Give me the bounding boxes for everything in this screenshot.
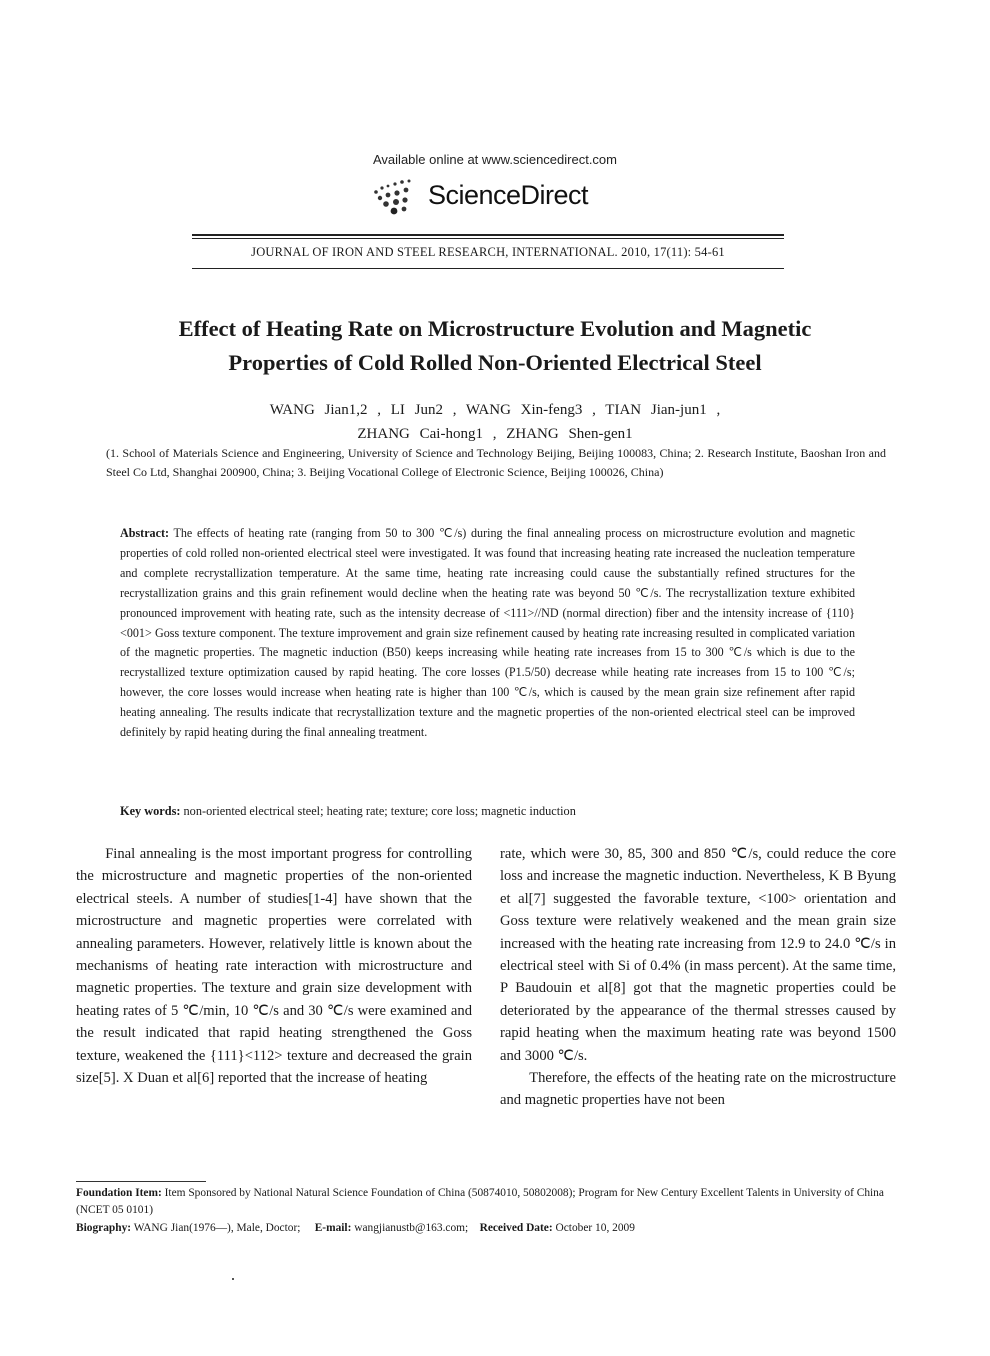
title-line-1: Effect of Heating Rate on Microstructure Evolution and Magnetic: [178, 316, 812, 341]
sciencedirect-wordmark: ScienceDirect: [428, 180, 589, 210]
header-rule-top-thin: [192, 238, 784, 239]
title-line-2: Properties of Cold Rolled Non-Oriented Electrical Steel: [228, 350, 762, 375]
body-paragraph: Final annealing is the most important progress for controlling the microstructure and magnetic properties of the non-oriented electrical steels. A number of studies[1-4] have shown that the microstructure and magnetic properties were correlated with annealing parameters. However, relatively little is known about the mechanisms of heating rate interaction with microstructure and magnetic properties. The texture and grain size development with heating rates of 5 ℃/min, 10 ℃/s and 30 ℃/s were examined and the result indicated that rapid heating strengthened the Goss texture, weakened the {111}<112> texture and decreased the grain size[5]. X Duan et al[6] reported that the increase of heating: [76, 846, 472, 1087]
header-rule-top: [192, 234, 784, 236]
sciencedirect-logo: [368, 176, 628, 220]
keywords-label: Key words:: [120, 804, 181, 818]
footnote-rule: [76, 1181, 206, 1182]
foundation-footnote: [76, 1185, 906, 1219]
body-column-right: [500, 843, 896, 1112]
foundation-label: Foundation Item:: [76, 1187, 162, 1199]
received-label: Received Date:: [479, 1222, 553, 1234]
authors-line-2: ZHANG Cai-hong1 , ZHANG Shen-gen1: [357, 426, 633, 442]
sciencedirect-dots-icon: [368, 178, 420, 218]
article-title: [80, 312, 910, 380]
author-list: [100, 398, 890, 446]
scan-speck: [232, 1278, 234, 1280]
body-paragraph: rate, which were 30, 85, 300 and 850 ℃/s, could reduce the core loss and increase the magnetic induction. Nevertheless, K B Byung et al[7] suggested the favorable texture, <100> orientation and Goss texture were relatively weakened and the mean grain size increased with the heating rate increasing from 12.9 to 24.0 ℃/s in electrical steel with Si of 0.4% (in mass percent). At the same time, P Baudouin et al[8] got that the magnetic properties could be deteriorated by the appearance of the thermal stresses caused by rapid heating when the maximum heating rate was beyond 1500 and 3000 ℃/s.: [500, 846, 896, 1064]
body-paragraph: Therefore, the effects of the heating rate on the microstructure and magnetic properties have not been: [500, 1070, 896, 1109]
biography-text: WANG Jian(1976—), Male, Doctor;: [133, 1222, 301, 1234]
authors-line-1: WANG Jian1,2 , LI Jun2 , WANG Xin-feng3 , TIAN Jian-jun1 ,: [269, 402, 721, 418]
biography-label: Biography:: [76, 1222, 132, 1234]
email-label: E-mail:: [314, 1222, 352, 1234]
journal-citation: JOURNAL OF IRON AND STEEL RESEARCH, INTERNATIONAL. 2010, 17(11): 54-61: [251, 245, 725, 259]
abstract-block: [120, 524, 855, 743]
body-column-left: [76, 843, 472, 1089]
foundation-text: Item Sponsored by National Natural Science Foundation of China (50874010, 50802008); Program for New Century Excellent Talents in University of China (NCET 05 0101): [76, 1187, 884, 1216]
abstract-label: Abstract:: [120, 526, 170, 540]
keywords: [120, 804, 855, 819]
keywords-text: non-oriented electrical steel; heating rate; texture; core loss; magnetic induction: [183, 804, 576, 818]
affiliations: (1. School of Materials Science and Engineering, University of Science and Technology Beijing, Beijing 100083, China; 2. Research Institute, Baoshan Iron and Steel Co Ltd, Shanghai 200900, China; 3. Beijing Vocational College of Electronic Science, Beijing 100026, China): [106, 446, 886, 479]
abstract-text: The effects of heating rate (ranging from 50 to 300 ℃/s) during the final annealing process on microstructure evolution and magnetic properties of cold rolled non-oriented electrical steel were investigated. It was found that increasing heating rate increased the nucleation temperature and complete recrystallization temperature. At the same time, heating rate increasing could cause the substantially refined structures for the recrystallization grains and this grain refinement would decline when the heating rate was beyond 50 ℃/s. The recrystallization texture exhibited pronounced improvement with heating rate, such as the intensity decrease of <111>//ND (normal direction) fiber and the intensity increase of {110}<001> Goss texture component. The texture improvement and grain size refinement caused by heating rate increasing resulted in complicated variation of the magnetic properties. The magnetic induction (B50) keeps increasing while heating rate increases from 15 to 300 ℃/s which is due to the recrystallized texture optimization caused by rapid heating. The core losses (P1.5/50) decrease while heating rate increases from 15 to 100 ℃/s; however, the core losses would increase when heating rate is higher than 100 ℃/s, which is caused by the mean grain size refinement after rapid heating annealing. The results indicate that recrystallization texture and the magnetic properties of the non-oriented electrical steel can be improved definitely by rapid heating during the final annealing treatment.: [120, 526, 855, 740]
biography-footnote: [76, 1220, 906, 1237]
header-rule-bottom: [192, 268, 784, 269]
received-text: October 10, 2009: [555, 1222, 635, 1234]
email-text: wangjianustb@163.com;: [354, 1222, 469, 1234]
available-online-text: Available online at www.sciencedirect.com: [373, 152, 617, 167]
